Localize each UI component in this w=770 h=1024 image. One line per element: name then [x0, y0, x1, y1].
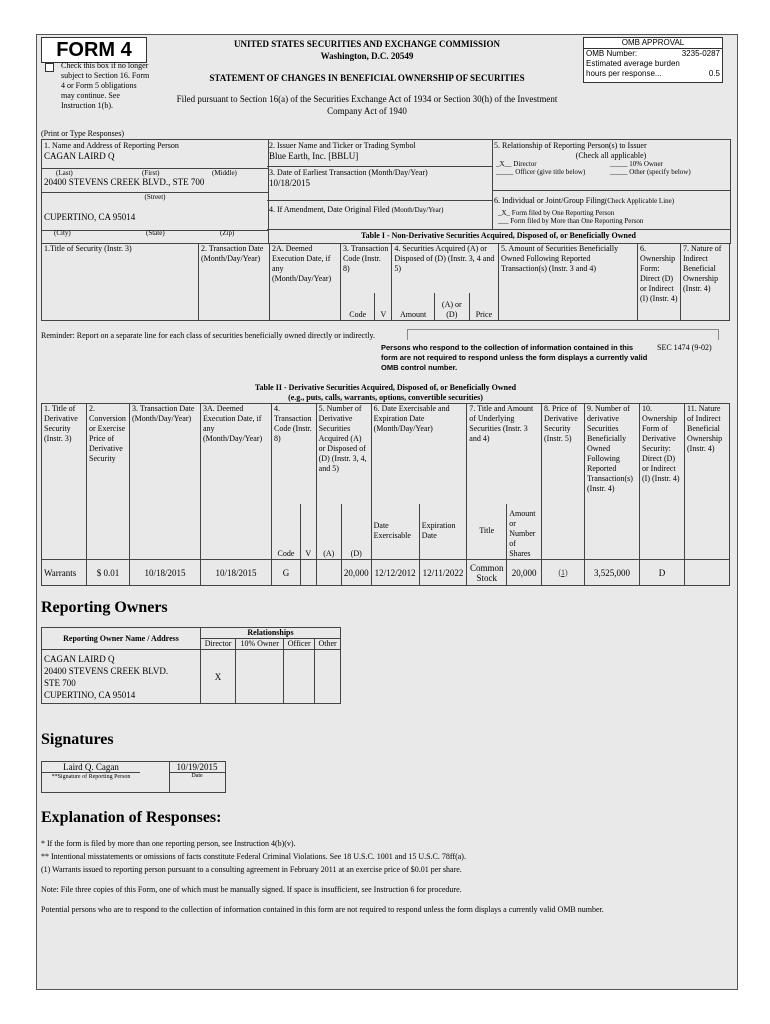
t2-row-a — [316, 560, 341, 586]
date-label: Date — [191, 773, 203, 779]
last-label: (Last) — [56, 169, 73, 177]
owner-line-4: CUPERTINO, CA 95014 — [44, 689, 136, 700]
t2-row-title: Warrants — [42, 560, 87, 586]
table2 — [41, 403, 730, 586]
reminder-text: Reminder: Report on a separate line for each class of securities beneficially owned directly or indirectly. — [41, 331, 376, 340]
t2-row-price: $ 0.01 — [87, 560, 130, 586]
ten-pct-header: 10% Owner — [236, 639, 284, 650]
checkbox-text: Check this box if no longer subject to Section 16. Form 4 or Form 5 obligations may continue. See Instruction 1(b). — [61, 61, 150, 110]
amendment-label: 4. If Amendment, Date Original Filed — [269, 205, 390, 214]
multi-person: ___ Form filed by More than One Reporting Person — [498, 217, 644, 225]
agency-name: UNITED STATES SECURITIES AND EXCHANGE COMMISSION — [234, 39, 500, 49]
t2-col6: 6. Date Exercisable and Expiration Date (Month/Day/Year) — [371, 404, 467, 504]
explanation-notes — [41, 839, 731, 915]
relationship-label: 5. Relationship of Reporting Person(s) to Issuer — [494, 141, 647, 150]
t2-row-und-amount: 20,000 — [507, 560, 542, 586]
t1-sub-code: Code — [341, 293, 375, 321]
amendment-box — [267, 199, 493, 230]
signatures-heading: Signatures — [41, 731, 114, 748]
reporting-person-name: CAGAN LAIRD Q — [44, 151, 115, 161]
state-label: (State) — [146, 229, 165, 237]
signature-date: 10/19/2015 — [169, 762, 225, 773]
owner-line-2: 20400 STEVENS CREEK BLVD. — [44, 665, 169, 676]
reminder-line — [407, 329, 719, 340]
t2-col11: 11. Nature of Indirect Beneficial Ownership (Instr. 4) — [685, 404, 730, 560]
rel-ten-pct: _____ 10% Owner — [610, 160, 663, 168]
t2-col8: 8. Price of Derivative Security (Instr. 5) — [542, 404, 585, 560]
t2-row-nature — [685, 560, 730, 586]
t2-col3: 3. Transaction Date (Month/Day/Year) — [130, 404, 201, 560]
t1-sub-amount: Amount — [392, 293, 434, 321]
omb-title: OMB APPROVAL — [584, 38, 722, 49]
filing-label-sub: (Check Applicable Line) — [604, 197, 675, 205]
t2-col7: 7. Title and Amount of Underlying Securities (Instr. 3 and 4) — [467, 404, 542, 504]
city-state-zip-row — [41, 229, 269, 244]
note-star: * If the form is filed by more than one reporting person, see Instruction 4(b)(v). — [41, 839, 296, 848]
reporting-person-box — [41, 139, 269, 231]
note-footnote-1: (1) Warrants issued to reporting person pursuant to a consulting agreement in February 2011 at an exercise price of $0.01 per share. — [41, 865, 462, 874]
t2-row-owned: 3,525,000 — [585, 560, 640, 586]
note-file-copies: Note: File three copies of this Form, one of which must be manually signed. If space is insufficient, see Instruction 6 for procedure. — [41, 885, 462, 894]
form-page — [36, 34, 738, 990]
t2-row-trans-date: 10/18/2015 — [130, 560, 201, 586]
note-double-star: ** Intentional misstatements or omissions of facts constitute Federal Criminal Violations. See 18 U.S.C. 1001 and 15 U.S.C. 78ff(a). — [41, 852, 466, 861]
t1-col2: 2. Transaction Date (Month/Day/Year) — [199, 244, 270, 321]
t1-sub-price: Price — [469, 293, 498, 321]
t1-col5: 5. Amount of Securities Beneficially Owned Following Reported Transaction(s) (Instr. 3 and 4) — [499, 244, 638, 321]
persons-note: Persons who respond to the collection of information contained in this form are not required to respond unless the form displays a currently valid OMB control number. — [381, 343, 648, 372]
t1-col6: 6. Ownership Form: Direct (D) or Indirect (I) (Instr. 4) — [638, 244, 681, 321]
table-row — [42, 560, 730, 586]
t2-sub-title: Title — [467, 504, 507, 560]
amendment-label-sub: (Month/Day/Year) — [391, 206, 444, 214]
rel-director: _X__ Director — [496, 160, 537, 168]
statement-title: STATEMENT OF CHANGES IN BENEFICIAL OWNERSHIP OF SECURITIES — [209, 73, 525, 83]
director-header: Director — [201, 639, 236, 650]
t1-col3: 3. Transaction Code (Instr. 8) — [341, 244, 392, 293]
t2-col9: 9. Number of derivative Securities Beneficially Owned Following Reported Transaction(s) (Instr. 4) — [585, 404, 640, 560]
no-longer-subject-checkbox[interactable] — [45, 63, 54, 72]
relationship-sub: (Check all applicable) — [575, 151, 647, 160]
owner-line-3: STE 700 — [44, 677, 76, 688]
sec-code: SEC 1474 (9-02) — [657, 343, 712, 352]
table2-subtitle: (e.g., puts, calls, warrants, options, convertible securities) — [288, 393, 483, 402]
t2-sub-code: Code — [272, 504, 301, 560]
t2-sub-d: (D) — [341, 504, 371, 560]
rel-officer: _____ Officer (give title below) — [496, 168, 586, 176]
city-label: (City) — [54, 229, 71, 237]
t2-col4: 4. Transaction Code (Instr. 8) — [272, 404, 317, 504]
t2-col1: 1. Title of Derivative Security (Instr. 3) — [42, 404, 87, 560]
t2-col2: 2. Conversion or Exercise Price of Derivative Security — [87, 404, 130, 560]
filed-pursuant-text: Filed pursuant to Section 16(a) of the Securities Exchange Act of 1934 or Section 30(h) of the Investment Company Act of 1940 — [176, 94, 558, 116]
owner-officer-cell — [284, 650, 315, 704]
table2-title: Table II - Derivative Securities Acquired, Disposed of, or Beneficially Owned — [254, 383, 517, 392]
table1-title: Table I - Non-Derivative Securities Acquired, Disposed of, or Beneficially Owned — [267, 229, 731, 244]
t2-row-code: G — [272, 560, 301, 586]
owner-director-mark: X — [201, 650, 236, 704]
date-box — [169, 761, 226, 793]
t2-col10: 10. Ownership Form of Derivative Security: Direct (D) or Indirect (I) (Instr. 4) — [640, 404, 685, 560]
t1-sub-aord: (A) or (D) — [434, 293, 469, 321]
issuer-name: Blue Earth, Inc. [BBLU] — [269, 151, 359, 161]
relationship-box — [492, 139, 731, 191]
t2-row-deemed-date: 10/18/2015 — [201, 560, 272, 586]
earliest-date: 10/18/2015 — [269, 178, 311, 188]
t2-row-exercisable: 12/12/2012 — [371, 560, 419, 586]
omb-hours-label: hours per response... — [586, 69, 662, 78]
owner-other-cell — [315, 650, 341, 704]
one-person: _X_ Form filed by One Reporting Person — [498, 209, 615, 217]
t2-sub-a: (A) — [316, 504, 341, 560]
omb-number-label: OMB Number: — [586, 49, 638, 58]
filing-label: 6. Individual or Joint/Group Filing — [494, 196, 605, 205]
form-title: FORM 4 — [41, 37, 147, 63]
reporting-person-label: 1. Name and Address of Reporting Person — [44, 141, 179, 150]
t1-col2a: 2A. Deemed Execution Date, if any (Month/Day/Year) — [270, 244, 341, 321]
reporting-owners-heading: Reporting Owners — [41, 599, 168, 616]
reporting-person-street: 20400 STEVENS CREEK BLVD., STE 700 — [44, 177, 205, 187]
note-potential-persons: Potential persons who are to respond to the collection of information contained in this form are not required to respond unless the form displays a currently valid OMB number. — [41, 905, 604, 914]
issuer-label: 2. Issuer Name and Ticker or Trading Symbol — [269, 141, 416, 150]
reporting-person-city: CUPERTINO, CA 95014 — [44, 212, 136, 222]
t2-col5: 5. Number of Derivative Securities Acquired (A) or Disposed of (D) (Instr. 3, 4, and 5) — [316, 404, 371, 504]
t2-sub-expiration: Expiration Date — [419, 504, 467, 560]
signature-spacer — [139, 761, 170, 793]
omb-burden-label: Estimated average burden — [586, 59, 680, 68]
middle-label: (Middle) — [212, 169, 237, 177]
print-note: (Print or Type Responses) — [41, 129, 125, 138]
first-label: (First) — [142, 169, 160, 177]
t1-col4: 4. Securities Acquired (A) or Disposed of (D) (Instr. 3, 4 and 5) — [392, 244, 499, 293]
t2-sub-exercisable: Date Exercisable — [371, 504, 419, 560]
t2-row-d: 20,000 — [341, 560, 371, 586]
officer-header: Officer — [284, 639, 315, 650]
reporting-owners-table — [41, 627, 341, 704]
t2-sub-v: V — [301, 504, 317, 560]
t2-row-form: D — [640, 560, 685, 586]
omb-approval-box — [583, 37, 723, 83]
earliest-date-label: 3. Date of Earliest Transaction (Month/Day/Year) — [269, 168, 428, 177]
t2-col3a: 3A. Deemed Execution Date, if any (Month/Day/Year) — [201, 404, 272, 560]
t1-col7: 7. Nature of Indirect Beneficial Ownership (Instr. 4) — [681, 244, 730, 321]
filing-box — [492, 189, 731, 230]
issuer-box — [267, 139, 493, 201]
relationships-header: Relationships — [201, 628, 341, 639]
signature-name: Laird Q. Cagan — [42, 762, 140, 773]
table1 — [41, 243, 730, 321]
rel-other: _____ Other (specify below) — [610, 168, 691, 176]
t1-col1: 1.Title of Security (Instr. 3) — [42, 244, 199, 321]
t2-row-und-title: Common Stock — [467, 560, 507, 586]
omb-number: 3235-0287 — [681, 49, 720, 58]
t1-sub-v: V — [375, 293, 392, 321]
t2-row-v — [301, 560, 317, 586]
omb-hours: 0.5 — [708, 69, 720, 78]
owner-line-1: CAGAN LAIRD Q — [44, 653, 115, 664]
t2-sub-amount: Amount or Number of Shares — [507, 504, 542, 560]
footnote-1-link[interactable]: (1) — [542, 560, 585, 586]
signature-label: **Signature of Reporting Person — [51, 774, 131, 780]
t2-row-expiration: 12/11/2022 — [419, 560, 467, 586]
agency-location: Washington, D.C. 20549 — [320, 51, 414, 61]
explanation-heading: Explanation of Responses: — [41, 809, 222, 826]
other-header: Other — [315, 639, 341, 650]
zip-label: (Zip) — [220, 229, 235, 237]
owner-name-header: Reporting Owner Name / Address — [42, 628, 201, 650]
signature-box — [41, 761, 140, 793]
street-label: (Street) — [42, 192, 268, 201]
owner-ten-pct-cell — [236, 650, 284, 704]
